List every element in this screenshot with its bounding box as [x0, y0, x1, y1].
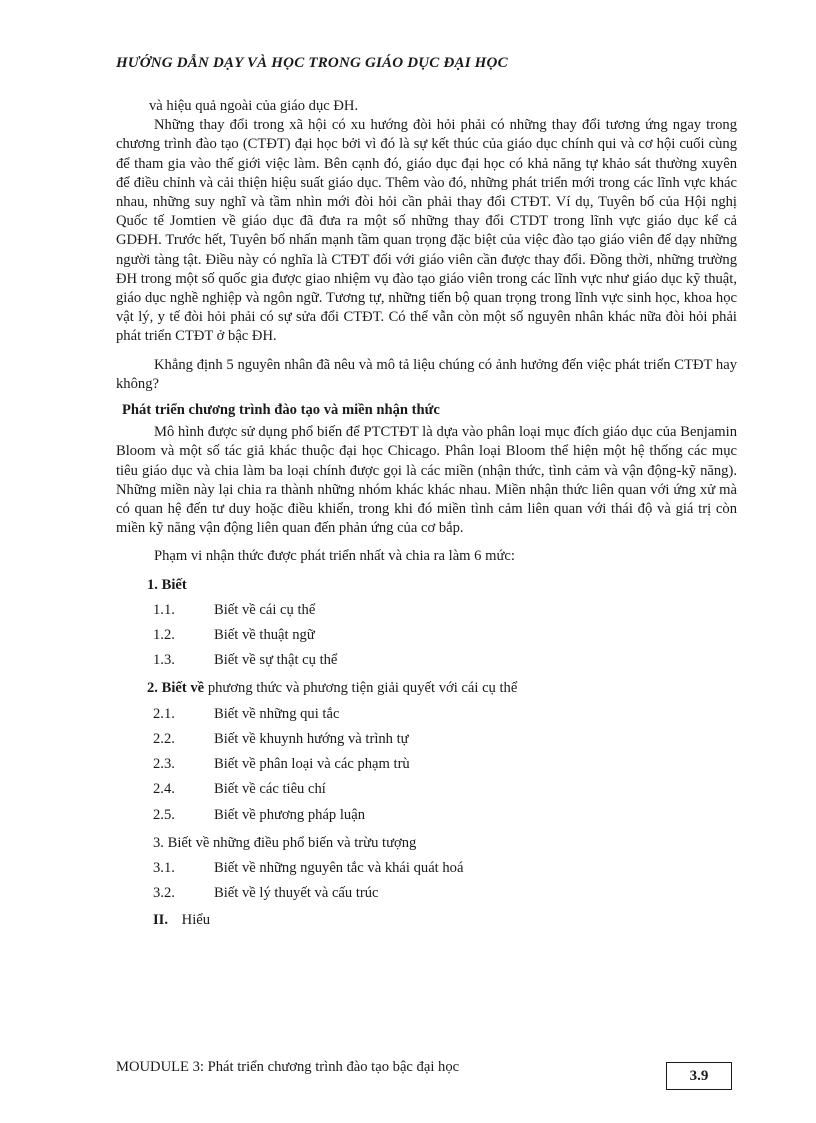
outline-label: Hiểu: [181, 912, 211, 929]
outline-label: Biết: [161, 576, 187, 593]
outline-item: [153, 626, 737, 645]
item-text: Biết về cái cụ thể: [214, 601, 316, 618]
outline-item: [153, 806, 737, 825]
outline-item: [153, 884, 737, 903]
page-number-box: [666, 1062, 732, 1090]
item-text: Biết về khuynh hướng và trình tự: [214, 730, 409, 747]
item-text: Biết về các tiêu chí: [214, 781, 326, 798]
paragraph-question: Khẳng định 5 nguyên nhân đã nêu và mô tả liệu chúng có ảnh hưởng đến việc phát triển CTĐT hay không?: [116, 356, 737, 392]
paragraph-continued: và hiệu quả ngoài của giáo dục ĐH.: [149, 98, 359, 114]
item-text: Biết về phương pháp luận: [214, 806, 365, 823]
item-number: 1.3.: [153, 652, 175, 669]
outline-item: [153, 651, 737, 670]
item-number: 3.1.: [153, 859, 175, 876]
outline-item: [153, 705, 737, 724]
item-text: Biết về lý thuyết và cấu trúc: [214, 885, 379, 902]
outline-label-bold: Biết về: [161, 680, 205, 697]
outline-number: 1.: [147, 576, 158, 593]
item-text: Biết về những qui tắc: [214, 705, 340, 722]
outline-label: Biết về những điều phổ biến và trừu tượng: [167, 834, 417, 851]
outline-number: 2.: [147, 680, 158, 697]
outline-level-1: [147, 576, 737, 595]
item-number: 2.4.: [153, 781, 175, 798]
item-number: 2.1.: [153, 705, 175, 722]
paragraph-bloom: Mô hình được sử dụng phổ biến để PTCTĐT là dựa vào phân loại mục đích giáo dục của Benjamin Bloom và một số tác giả khác thuộc đại học Chicago. Phân loại Bloom thể hiện một hệ thống các mục tiêu giáo dục và chia làm ba loại chính được gọi là các miền (nhận thức, tình cảm và vận động-kỹ năng). Những miền này lại chia ra thành những nhóm khác khác nhau. Miền nhận thức liên quan với ứng xử mà có quan hệ đến tư duy hoặc điều khiển, trong khi đó miền tình cảm liên quan với thái độ và giá trị còn miền kỹ năng vận động liên quan đến phản ứng của cơ bắp.: [116, 424, 737, 537]
item-number: 1.1.: [153, 601, 175, 618]
item-number: 2.3.: [153, 756, 175, 773]
outline-item: [153, 755, 737, 774]
outline-number: II.: [153, 912, 169, 929]
outline-item: [153, 730, 737, 749]
page-number: 3.9: [689, 1067, 709, 1084]
item-number: 3.2.: [153, 885, 175, 902]
outline-level-2: [147, 679, 737, 698]
item-number: 1.2.: [153, 627, 175, 644]
outline-item: [153, 780, 737, 799]
footer-module-title: MOUDULE 3: Phát triển chương trình đào tạo bậc đại học: [116, 1059, 460, 1075]
item-number: 2.2.: [153, 730, 175, 747]
outline-level-3: [153, 834, 737, 853]
paragraph-curriculum-changes: Những thay đổi trong xã hội có xu hướng đòi hỏi phải có những thay đổi tương ứng ngay trong chương trình đào tạo (CTĐT) đại học bởi vì đó là sự kết thúc của giáo dục chính qui và cơ hội cuối cùng để tham gia vào thế giới việc làm. Bên cạnh đó, giáo dục đại học có khả năng tự khảo sát thường xuyên để điều chỉnh và cải thiện hiệu suất giáo dục. Thêm vào đó, những phát triển mới trong các lĩnh vực khác nhau, những suy nghĩ và tầm nhìn mới đòi hỏi cần phải thay đổi CTĐT. Ví dụ, Tuyên bố của Hội nghị Quốc tế Jomtien về giáo dục đã đưa ra một số những thay đổi CTDT trong lĩnh vực giáo dục kể cả GDĐH. Trước hết, Tuyên bố nhấn mạnh tầm quan trọng đặc biệt của việc đào tạo giáo viên để dạy những người tàng tật. Điều này có nghĩa là CTĐT đối với giáo viên cần được thay đổi. Đồng thời, những trường ĐH trong một số quốc gia được giao nhiệm vụ đào tạo giáo viên trong các lĩnh vực như giáo dục kỹ thuật, giáo dục nghề nghiệp và ngôn ngữ. Tương tự, những tiến bộ quan trọng trong lĩnh vực sinh học, khoa học vật lý, y tế đòi hỏi phải có sự sửa đổi CTĐT. Có thể vẫn còn một số nguyên nhân khác nữa đòi hỏi phải phát triển CTĐT ở bậc ĐH.: [116, 117, 737, 345]
item-text: Biết về những nguyên tắc và khái quát hoá: [214, 859, 464, 876]
item-text: Biết về phân loại và các phạm trù: [214, 756, 410, 773]
section-heading: Phát triển chương trình đào tạo và miền nhận thức: [122, 402, 440, 419]
item-number: 2.5.: [153, 806, 175, 823]
paragraph-levels-intro: Phạm vi nhận thức được phát triển nhất và chia ra làm 6 mức:: [154, 548, 515, 565]
outline-number: 3.: [153, 834, 164, 851]
outline-item: [153, 859, 737, 878]
page-body: [116, 97, 737, 931]
item-text: Biết về thuật ngữ: [214, 627, 315, 644]
item-text: Biết về sự thật cụ thể: [214, 652, 338, 669]
outline-item: [153, 601, 737, 620]
outline-label-rest: phương thức và phương tiện giải quyết với cái cụ thể: [204, 680, 518, 697]
running-header: HƯỚNG DẪN DẠY VÀ HỌC TRONG GIÁO DỤC ĐẠI HỌC: [116, 55, 508, 71]
outline-level-roman: [153, 911, 737, 930]
